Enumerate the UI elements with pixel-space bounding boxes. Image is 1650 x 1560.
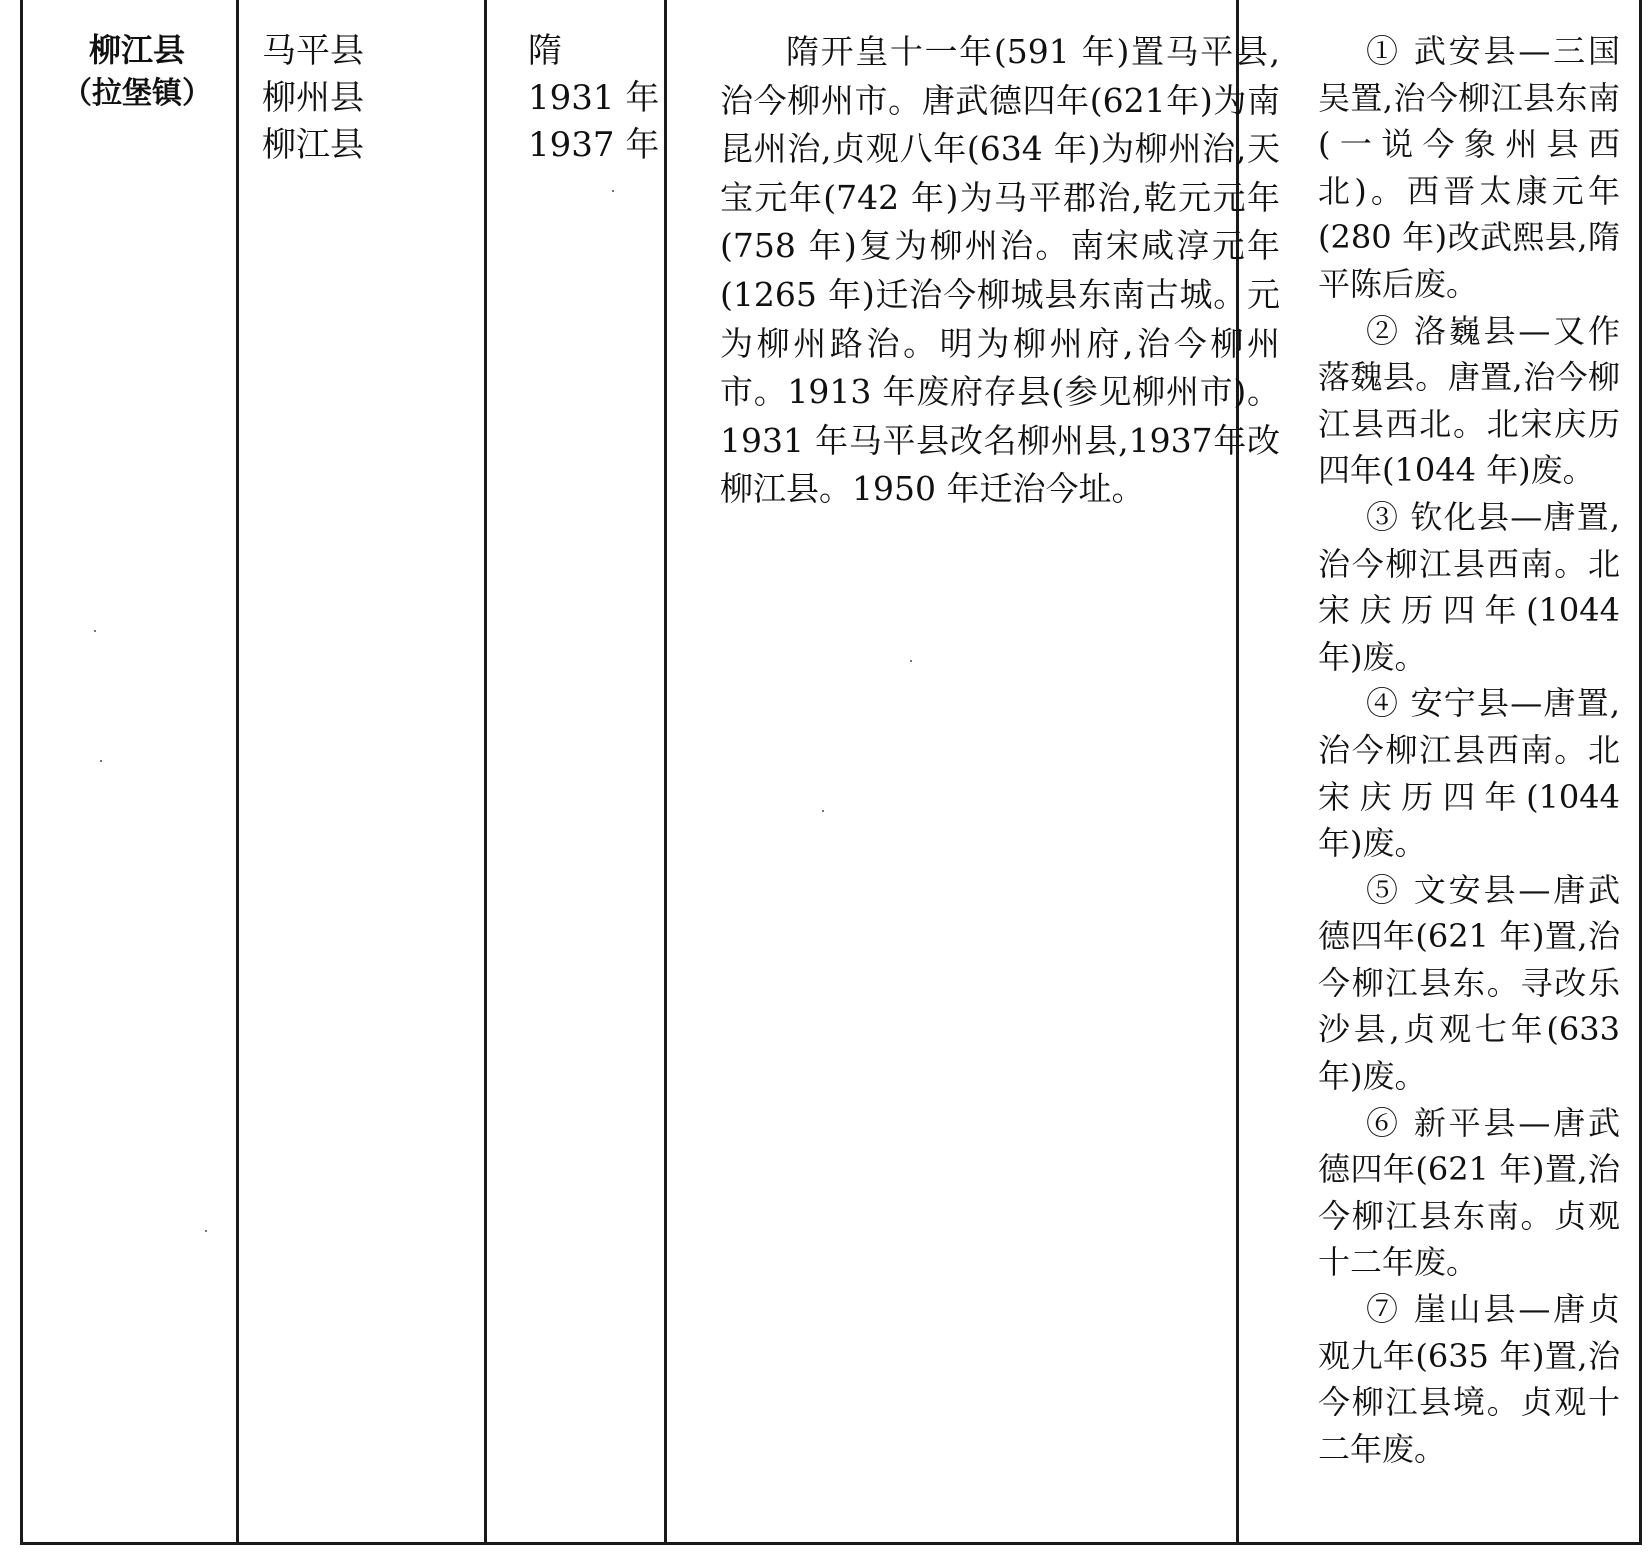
scan-speck bbox=[100, 760, 102, 762]
table-border-left bbox=[20, 0, 23, 1545]
date-entry: 隋 bbox=[528, 31, 562, 71]
table-border-right bbox=[1639, 0, 1642, 1545]
dates-cell bbox=[528, 28, 688, 169]
scan-speck bbox=[822, 810, 824, 812]
scan-speck bbox=[205, 1230, 207, 1232]
column-divider-3 bbox=[664, 0, 667, 1545]
date-entry: 1931 年 bbox=[528, 78, 660, 118]
table-bottom-border bbox=[20, 1542, 1642, 1545]
history-cell bbox=[720, 28, 1280, 514]
scan-speck bbox=[612, 190, 614, 192]
note-item: ⑥ 新平县—唐武德四年(621 年)置,治今柳江县东南。贞观十二年废。 bbox=[1318, 1103, 1620, 1282]
notes-cell bbox=[1318, 28, 1620, 1472]
historical-names-cell bbox=[262, 28, 492, 169]
note-item: ⑤ 文安县—唐武德四年(621 年)置,治今柳江县东。寻改乐沙县,贞观七年(633 年)废。 bbox=[1318, 870, 1620, 1096]
historical-name: 柳州县 bbox=[262, 78, 364, 118]
county-name: 柳江县 bbox=[88, 31, 185, 69]
note-item: ③ 钦化县—唐置,治今柳江县西南。北宋庆历四年(1044 年)废。 bbox=[1318, 497, 1620, 676]
scan-speck bbox=[910, 660, 912, 662]
note-item: ② 洛巍县—又作落魏县。唐置,治今柳江县西北。北宋庆历四年(1044 年)废。 bbox=[1318, 311, 1620, 490]
note-item: ④ 安宁县—唐置,治今柳江县西南。北宋庆历四年(1044 年)废。 bbox=[1318, 684, 1620, 863]
current-name-cell bbox=[52, 28, 222, 116]
history-text: 隋开皇十一年(591 年)置马平县,治今柳州市。唐武德四年(621年)为南昆州治,贞观八年(634 年)为柳州治,天宝元年(742 年)为马平郡治,乾元元年(758 年)复为柳州治。南宋咸淳元年(1265 年)迁治今柳城县东南古城。元为柳州路治。明为柳州府,治今柳州市。1913 年废府存县(参见柳州市)。1931 年马平县改名柳州县,1937年改柳江县。1950 年迁治今址。 bbox=[720, 32, 1280, 509]
historical-name: 柳江县 bbox=[262, 125, 364, 165]
historical-name: 马平县 bbox=[262, 31, 364, 71]
county-seat: （拉堡镇） bbox=[62, 76, 212, 111]
column-divider-2 bbox=[484, 0, 487, 1545]
scan-speck bbox=[94, 630, 96, 632]
date-entry: 1937 年 bbox=[528, 125, 660, 165]
note-item: ① 武安县—三国吴置,治今柳江县东南(一说今象州县西北)。西晋太康元年(280 年)改武熙县,隋平陈后废。 bbox=[1318, 32, 1620, 303]
column-divider-1 bbox=[236, 0, 239, 1545]
note-item: ⑦ 崖山县—唐贞观九年(635 年)置,治今柳江县境。贞观十二年废。 bbox=[1318, 1290, 1620, 1468]
